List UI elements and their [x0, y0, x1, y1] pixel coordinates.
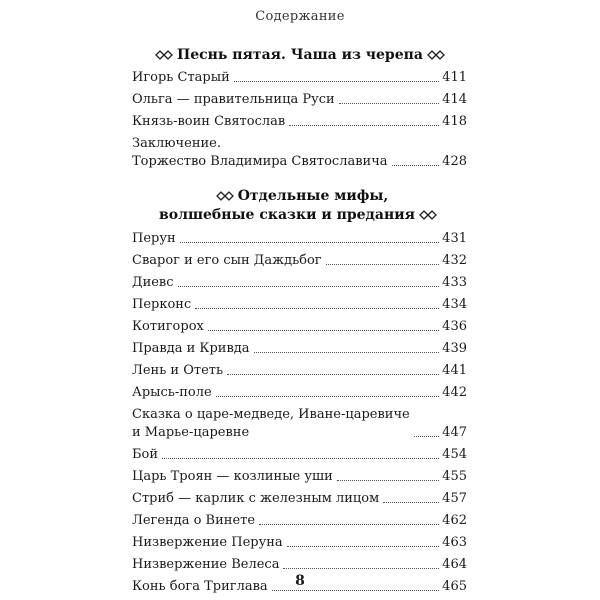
toc-entry-page: 436 — [442, 319, 467, 334]
toc-entry-title-line: Правда и Кривда — [132, 341, 250, 356]
toc-entry[interactable] — [132, 512, 467, 530]
dot-leader — [392, 165, 440, 166]
toc-entry[interactable] — [132, 340, 467, 358]
toc-entry-title-line: Конь бога Триглава — [132, 579, 268, 594]
toc-entry-title — [132, 362, 223, 380]
toc-entry-page: 432 — [442, 253, 467, 268]
toc-entry-title-line: Диевс — [132, 275, 174, 290]
toc-entry-title-line: Лень и Отеть — [132, 363, 224, 378]
toc-entry-title-line: и Марье-царевне — [132, 425, 250, 440]
toc-entry-page: 428 — [442, 154, 467, 169]
toc-entry-title — [132, 318, 204, 336]
toc-entry-page: 447 — [442, 425, 467, 440]
toc-entry-title-line: Бой — [132, 447, 159, 462]
knot-ornament-icon — [216, 191, 234, 201]
dot-leader — [216, 396, 439, 397]
toc-entry-title-line: Легенда о Винете — [132, 513, 256, 528]
knot-ornament-icon — [427, 50, 445, 60]
dot-leader — [234, 81, 439, 82]
dot-leader — [180, 242, 440, 243]
toc-entry-title-line: Низвержение Велеса — [132, 557, 280, 572]
toc-entry-page: 454 — [442, 447, 467, 462]
toc-entry[interactable] — [132, 69, 467, 87]
toc-entry-title — [132, 274, 174, 292]
toc-entry[interactable] — [132, 91, 467, 109]
dot-leader — [326, 264, 440, 265]
toc-entry-page: 462 — [442, 513, 467, 528]
toc-entry-title — [132, 406, 410, 442]
toc-entry-title — [132, 91, 335, 109]
toc-entry[interactable] — [132, 446, 467, 464]
section-heading-myths — [120, 187, 480, 225]
dot-leader — [208, 330, 439, 331]
toc-entry-page: 457 — [442, 491, 467, 506]
toc-entry-title — [132, 230, 176, 248]
dot-leader — [283, 568, 439, 569]
toc-entry[interactable] — [132, 230, 467, 248]
toc-entry[interactable] — [132, 534, 467, 552]
dot-leader — [414, 436, 439, 437]
toc-entry-title-line: Князь-воин Святослав — [132, 114, 286, 129]
toc-entry-title-line: Сварог и его сын Даждьбог — [132, 253, 322, 268]
dot-leader — [272, 590, 440, 591]
toc-entry-title-line: Арысь-поле — [132, 385, 212, 400]
toc-entry-title — [132, 490, 379, 508]
toc-entry[interactable] — [132, 556, 467, 574]
toc-entry-title-line: Игорь Старый — [132, 70, 230, 85]
dot-leader — [287, 546, 440, 547]
toc-entry-title — [132, 69, 230, 87]
toc-entry[interactable] — [132, 362, 467, 380]
toc-entry-title-line: Котигорох — [132, 319, 204, 334]
toc-entry-page: 418 — [442, 114, 467, 129]
toc-entry[interactable] — [132, 274, 467, 292]
toc-entry-page: 465 — [442, 579, 467, 594]
toc-entry-page: 434 — [442, 297, 467, 312]
toc-entry-page: 439 — [442, 341, 467, 356]
toc-entry-title — [132, 113, 285, 131]
toc-entry-title — [132, 446, 158, 464]
knot-ornament-icon — [155, 50, 173, 60]
toc-entry-title-line: Перун — [132, 231, 176, 246]
toc-entry[interactable] — [132, 468, 467, 486]
toc-entry-page: 455 — [442, 469, 467, 484]
toc-entry-title — [132, 468, 333, 486]
section-heading-song-five — [120, 46, 480, 65]
toc-entry-title — [132, 252, 322, 270]
toc-entry-title-line: Ольга — правительница Руси — [132, 92, 335, 107]
toc-entry-title-line: Торжество Владимира Святославича — [132, 154, 388, 169]
dot-leader — [383, 502, 439, 503]
dot-leader — [195, 308, 439, 309]
toc-entry-title-line: Стриб — карлик с железным лицом — [132, 491, 380, 506]
toc-entry-title-line: Заключение. — [132, 136, 221, 151]
toc-entry[interactable] — [132, 252, 467, 270]
dot-leader — [259, 524, 439, 525]
toc-entry-page: 433 — [442, 275, 467, 290]
toc-entry[interactable] — [132, 113, 467, 131]
dot-leader — [289, 125, 439, 126]
toc-entry[interactable] — [132, 490, 467, 508]
dot-leader — [227, 374, 439, 375]
dot-leader — [178, 286, 440, 287]
toc-entry-title-line: Перконс — [132, 297, 192, 312]
toc-section-myths — [132, 230, 467, 600]
dot-leader — [339, 103, 439, 104]
toc-entry-title-line: Сказка о царе-медведе, Иване-царевиче — [132, 407, 410, 422]
running-head: Содержание — [255, 9, 345, 24]
toc-entry[interactable] — [132, 406, 467, 442]
toc-entry[interactable] — [132, 318, 467, 336]
section-title-text: Песнь пятая. Чаша из черепа — [177, 47, 423, 63]
section-title-line2: волшебные сказки и предания — [159, 207, 415, 223]
toc-entry-title — [132, 296, 191, 314]
toc-entry-title — [132, 340, 250, 358]
toc-entry-title — [132, 534, 283, 552]
dot-leader — [337, 480, 439, 481]
toc-entry-title — [132, 512, 255, 530]
dot-leader — [254, 352, 440, 353]
toc-entry-title — [132, 384, 212, 402]
section-title-line1: Отдельные мифы, — [237, 188, 389, 204]
toc-entry-page: 411 — [442, 70, 467, 85]
toc-entry[interactable] — [132, 135, 467, 171]
toc-entry[interactable] — [132, 384, 467, 402]
toc-entry-title — [132, 135, 388, 171]
toc-entry-page: 463 — [442, 535, 467, 550]
toc-entry-title — [132, 556, 279, 574]
toc-entry-title-line: Низвержение Перуна — [132, 535, 283, 550]
toc-entry-title-line: Царь Троян — козлиные уши — [132, 469, 333, 484]
toc-entry-page: 441 — [442, 363, 467, 378]
toc-entry-page: 442 — [442, 385, 467, 400]
toc-entry[interactable] — [132, 296, 467, 314]
toc-entry-page: 464 — [442, 557, 467, 572]
page-number: 8 — [295, 573, 305, 589]
dot-leader — [162, 458, 439, 459]
toc-section-song-five — [132, 69, 467, 175]
knot-ornament-icon — [419, 210, 437, 220]
toc-entry-page: 414 — [442, 92, 467, 107]
toc-entry-page: 431 — [442, 231, 467, 246]
